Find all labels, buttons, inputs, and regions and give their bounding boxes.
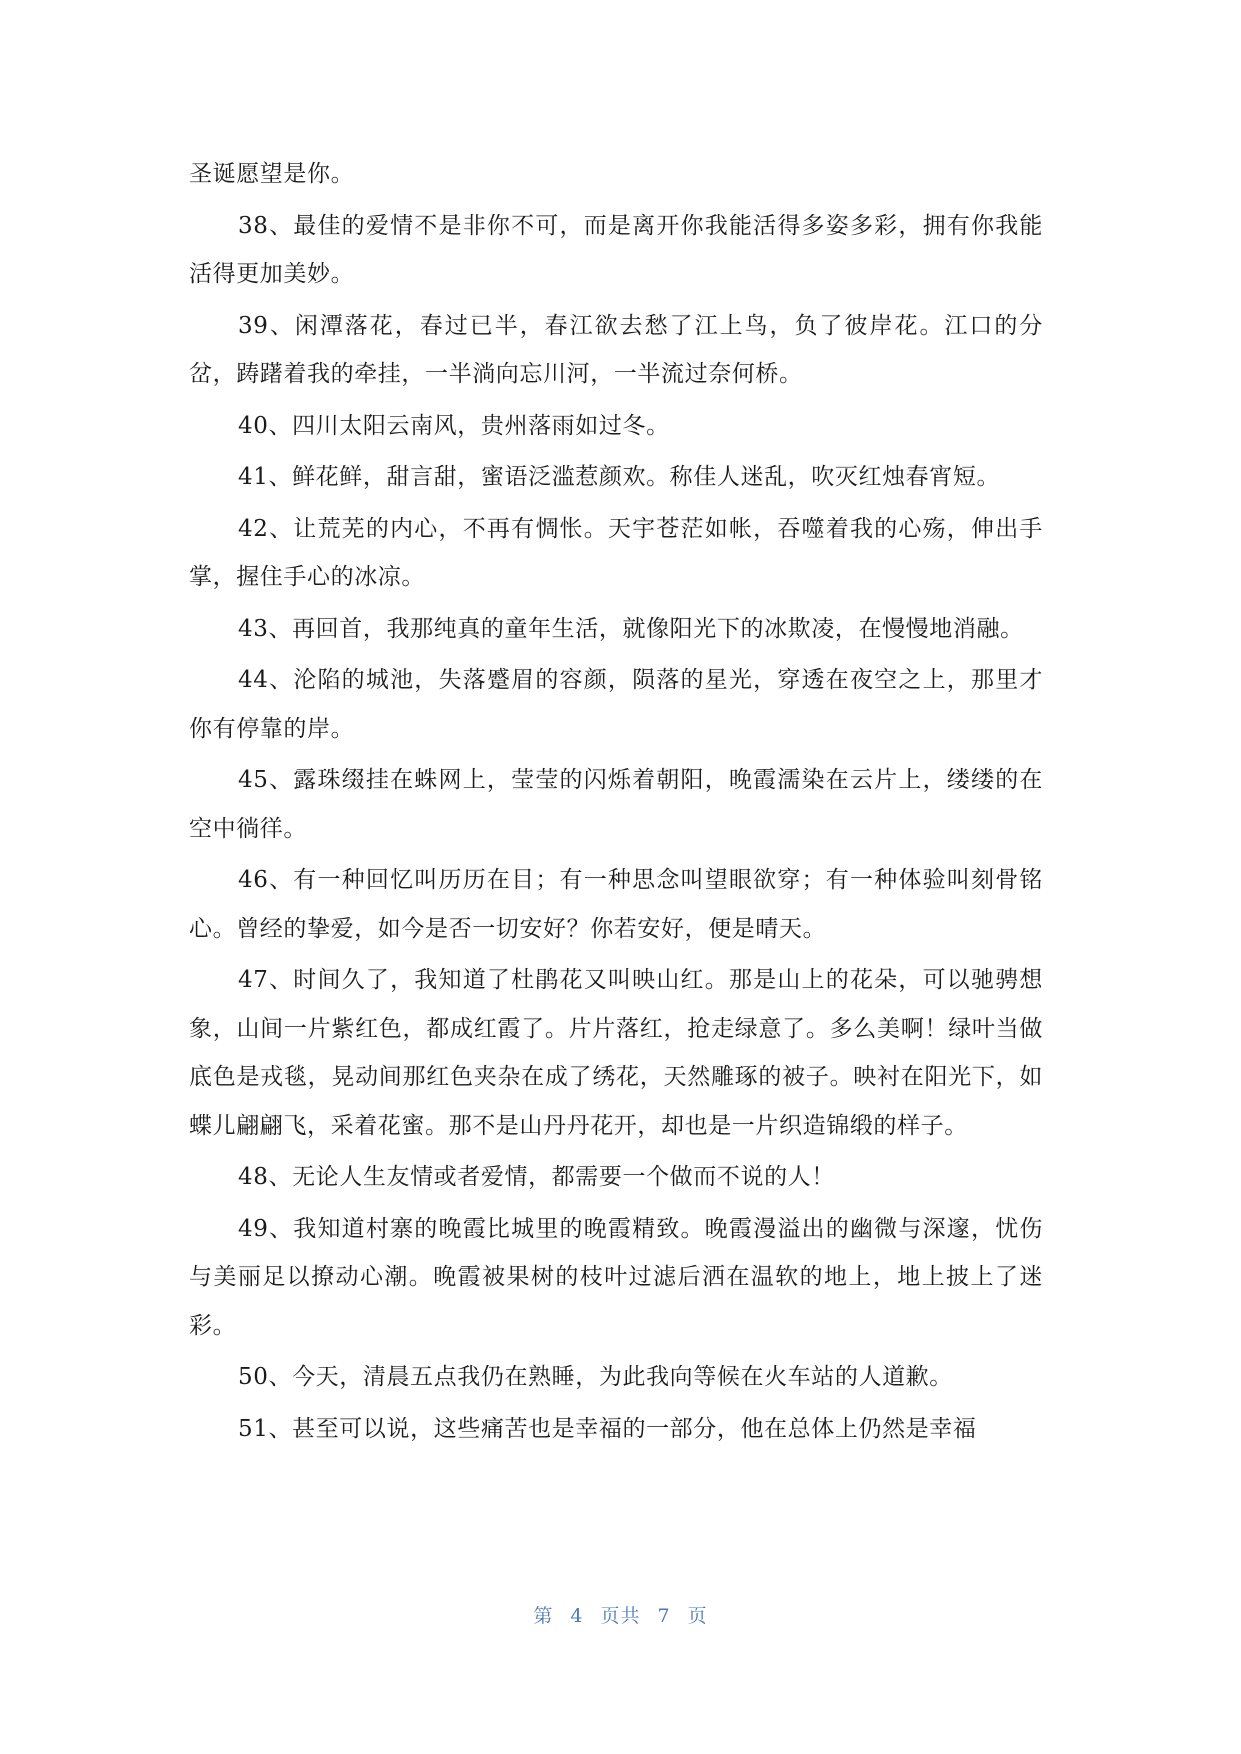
paragraph-item-39: 39、闲潭落花，春过已半，春江欲去愁了江上鸟，负了彼岸花。江口的分岔，踌躇着我的牵挂，一半淌向忘川河，一半流过奈何桥。 [189, 312, 1043, 387]
paragraph-item-45: 45、露珠缀挂在蛛网上，莹莹的闪烁着朝阳，晚霞濡染在云片上，缕缕的在空中徜徉。 [189, 767, 1043, 842]
paragraph-item-44: 44、沦陷的城池，失落蹙眉的容颜，陨落的星光，穿透在夜空之上，那里才你有停靠的岸。 [189, 667, 1043, 742]
paragraph-item-41: 41、鲜花鲜，甜言甜，蜜语泛滥惹颜欢。称佳人迷乱，吹灭红烛春宵短。 [238, 464, 1001, 490]
paragraph-item-49: 49、我知道村寨的晚霞比城里的晚霞精致。晚霞漫溢出的幽微与深邃，忧伤与美丽足以撩动心潮。晚霞被果树的枝叶过滤后洒在温软的地上，地上披上了迷彩。 [189, 1215, 1043, 1339]
paragraph-item-43: 43、再回首，我那纯真的童年生活，就像阳光下的冰欺凌，在慢慢地消融。 [238, 615, 1024, 642]
paragraph-item-40: 40、四川太阳云南风，贵州落雨如过冬。 [238, 412, 670, 439]
document-body [189, 150, 1043, 1456]
page-number-footer: 第 4 页共 7 页 [533, 1605, 708, 1627]
paragraph-item-38: 38、最佳的爱情不是非你不可，而是离开你我能活得多姿多彩，拥有你我能活得更加美妙。 [189, 212, 1043, 287]
paragraph-continuation: 圣诞愿望是你。 [189, 161, 355, 187]
paragraph-item-51: 51、甚至可以说，这些痛苦也是幸福的一部分，他在总体上仍然是幸福 [238, 1415, 977, 1442]
paragraph-item-42: 42、让荒芜的内心，不再有惆怅。天宇苍茫如帐，吞噬着我的心殇，伸出手掌，握住手心的冰凉。 [189, 515, 1043, 590]
paragraph-item-46: 46、有一种回忆叫历历在目；有一种思念叫望眼欲穿；有一种体验叫刻骨铭心。曾经的挚爱，如今是否一切安好？你若安好，便是晴天。 [189, 867, 1043, 942]
paragraph-item-48: 48、无论人生友情或者爱情，都需要一个做而不说的人！ [238, 1164, 835, 1190]
paragraph-item-47: 47、时间久了，我知道了杜鹃花又叫映山红。那是山上的花朵，可以驰骋想象，山间一片紫红色，都成红霞了。片片落红，抢走绿意了。多么美啊！绿叶当做底色是戎毯，晃动间那红色夹杂在成了绣花，天然雕琢的被子。映衬在阳光下，如蝶儿翩翩飞，采着花蜜。那不是山丹丹花开，却也是一片织造锦缎的样子。 [189, 967, 1043, 1139]
paragraph-item-50: 50、今天，清晨五点我仍在熟睡，为此我向等候在火车站的人道歉。 [238, 1364, 953, 1390]
